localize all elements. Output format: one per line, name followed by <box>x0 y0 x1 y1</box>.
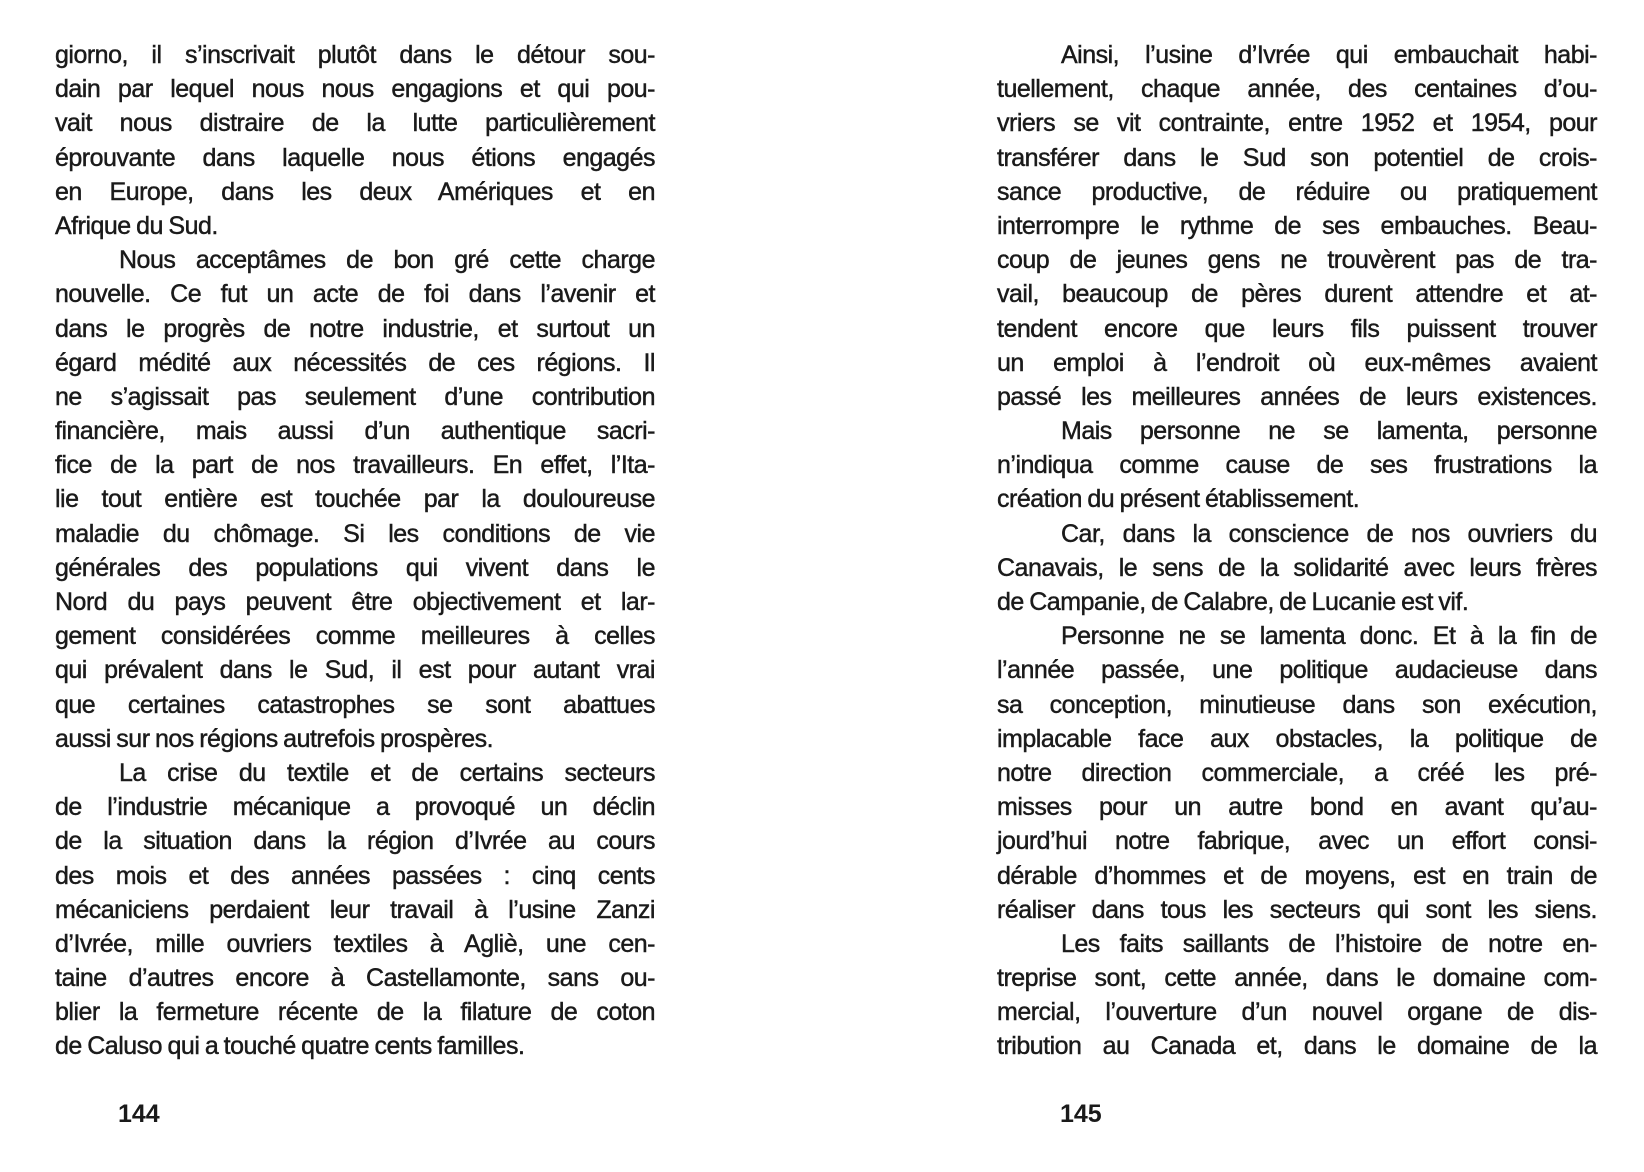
text-line: mécaniciens perdaient leur travail à l’usine Zanzi <box>55 895 655 924</box>
text-line: Nord du pays peuvent être objectivement et lar- <box>55 588 655 616</box>
text-line: Les faits saillants de l’histoire de notre en- <box>1061 929 1597 958</box>
text-line: l’année passée, une politique audacieuse dans <box>997 656 1597 685</box>
text-line: sa conception, minutieuse dans son exécution, <box>997 690 1597 719</box>
text-line: tuellement, chaque année, des centaines d’ou- <box>997 75 1597 104</box>
left-page-text <box>55 38 655 1064</box>
text-line: générales des populations qui vivent dans le <box>55 553 655 582</box>
text-line: de Caluso qui a touché quatre cents familles. <box>55 1032 525 1061</box>
text-line: lie tout entière est touchée par la douloureuse <box>55 485 655 514</box>
text-line: financière, mais aussi d’un authentique sacri- <box>55 417 655 446</box>
text-line: Nous acceptâmes de bon gré cette charge <box>119 246 655 275</box>
text-line: éprouvante dans laquelle nous étions engagés <box>55 143 655 172</box>
text-line: un emploi à l’endroit où eux-mêmes avaient <box>997 348 1597 377</box>
text-line: misses pour un autre bond en avant qu’au- <box>997 793 1597 822</box>
text-line: ne s’agissait pas seulement d’une contribution <box>55 382 655 411</box>
text-line: blier la fermeture récente de la filature de coton <box>55 998 655 1027</box>
text-line: réaliser dans tous les secteurs qui sont les siens. <box>997 895 1597 924</box>
text-line: que certaines catastrophes se sont abattues <box>55 690 655 719</box>
text-line: fice de la part de nos travailleurs. En effet, l’Ita- <box>55 451 655 480</box>
text-line: mercial, l’ouverture d’un nouvel organe de dis- <box>997 998 1597 1027</box>
text-line: vait nous distraire de la lutte particulièrement <box>55 109 655 138</box>
text-line: en Europe, dans les deux Amériques et en <box>55 177 655 206</box>
text-line: Ainsi, l’usine d’Ivrée qui embauchait habi- <box>1061 41 1597 69</box>
text-line: dain par lequel nous nous engagions et qui pou- <box>55 75 655 104</box>
text-line: Car, dans la conscience de nos ouvriers du <box>1061 519 1597 548</box>
text-line: dérable d’hommes et de moyens, est en train de <box>997 861 1597 890</box>
text-line: création du présent établissement. <box>997 485 1360 514</box>
text-line: notre direction commerciale, a créé les pré- <box>997 758 1597 787</box>
text-line: vriers se vit contrainte, entre 1952 et 1954, pour <box>997 109 1597 138</box>
text-line: d’Ivrée, mille ouvriers textiles à Agliè, une cen- <box>55 929 655 958</box>
text-line: qui prévalent dans le Sud, il est pour autant vrai <box>55 656 655 685</box>
text-line: treprise sont, cette année, dans le domaine com- <box>997 964 1597 993</box>
text-line: de la situation dans la région d’Ivrée au cours <box>55 827 655 856</box>
text-line: tribution au Canada et, dans le domaine de la <box>997 1032 1597 1061</box>
text-line: sance productive, de réduire ou pratiquement <box>997 177 1597 206</box>
text-line: nouvelle. Ce fut un acte de foi dans l’avenir et <box>55 280 655 309</box>
text-line: La crise du textile et de certains secteurs <box>119 758 655 787</box>
text-line: giorno, il s’inscrivait plutôt dans le détour sou- <box>55 41 655 69</box>
right-page-text <box>997 38 1597 1064</box>
text-line: maladie du chômage. Si les conditions de vie <box>55 519 655 548</box>
page-number-right: 145 <box>1060 1100 1102 1128</box>
text-line: Personne ne se lamenta donc. Et à la fin de <box>1061 622 1597 651</box>
text-line: taine d’autres encore à Castellamonte, sans ou- <box>55 964 655 993</box>
page-number-left: 144 <box>118 1100 160 1128</box>
text-line: Mais personne ne se lamenta, personne <box>1061 417 1597 446</box>
text-line: jourd’hui notre fabrique, avec un effort consi- <box>997 827 1597 856</box>
text-line: implacable face aux obstacles, la politique de <box>997 724 1597 753</box>
text-line: coup de jeunes gens ne trouvèrent pas de tra- <box>997 246 1597 275</box>
text-line: égard médité aux nécessités de ces régions. Il <box>55 348 655 377</box>
text-line: aussi sur nos régions autrefois prospères. <box>55 724 494 753</box>
text-line: des mois et des années passées : cinq cents <box>55 861 655 890</box>
text-line: n’indiqua comme cause de ses frustrations la <box>997 451 1597 480</box>
text-line: interrompre le rythme de ses embauches. Beau- <box>997 211 1597 240</box>
text-line: Afrique du Sud. <box>55 211 218 240</box>
text-line: Canavais, le sens de la solidarité avec leurs frères <box>997 553 1597 582</box>
text-line: transférer dans le Sud son potentiel de crois- <box>997 143 1597 172</box>
text-line: tendent encore que leurs fils puissent trouver <box>997 314 1597 343</box>
text-line: vail, beaucoup de pères durent attendre et at- <box>997 280 1597 309</box>
text-line: gement considérées comme meilleures à celles <box>55 622 655 651</box>
text-line: de Campanie, de Calabre, de Lucanie est vif. <box>997 588 1469 616</box>
text-line: dans le progrès de notre industrie, et surtout un <box>55 314 655 343</box>
text-line: de l’industrie mécanique a provoqué un déclin <box>55 793 655 822</box>
text-line: passé les meilleures années de leurs existences. <box>997 382 1597 411</box>
